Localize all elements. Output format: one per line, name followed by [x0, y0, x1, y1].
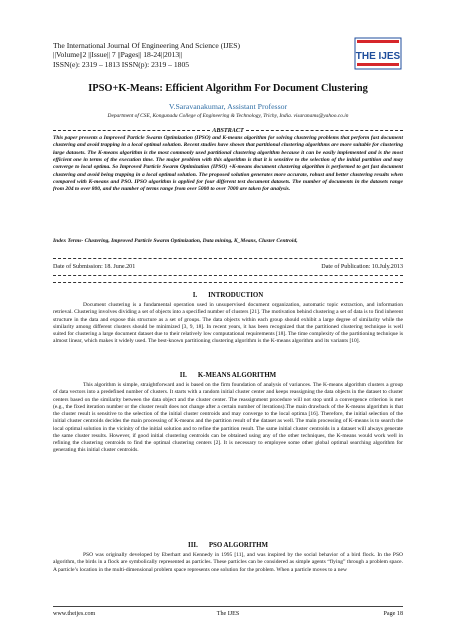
- divider: [53, 275, 403, 276]
- divider: [246, 130, 403, 131]
- section-paragraph: This algorithm is simple, straightforward and is based on the firm foundation of analysis of variances. The K-means algorithm clusters a group of data vectors into a predefined number of clusters. It starts with a random initial cluster center and keeps reassigning the data objects in the dataset to cluster centers based on the similarity between the data object and the cluster center. The reassignment procedure will not stop until a convergence criterion is met (e.g., the fixed iteration number or the cluster result does not change after a certain number of iterations).The main drawback of the K-means algorithm is that the cluster result is sensitive to the selection of the initial cluster centroids and may converge to the local optima [16]. Therefore, the initial selection of the initial cluster centroids decides the main processing of K-means and the partition result of the dataset as well. The main processing of K-means is to search the local optimal solution in the vicinity of the initial solution and to refine the partition result. The same initial cluster centroids in a dataset will always generate the same cluster results. However, if good initial clustering centroids can be obtained using any of the other techniques, the K-means would work well in refining the clustering centroids to find the optimal clustering centers [2]. It is necessary to employee some other global optimal searching algorithm for generating this initial cluster centroids.: [53, 382, 403, 454]
- section-title: PSO ALGORITHM: [208, 542, 268, 549]
- section-number: III.: [188, 542, 198, 549]
- keywords: Index Terms- Clustering, Improved Particle Swarm Optimization, Data mining, K_Means, Cluster Centroid,: [53, 238, 298, 244]
- section-title: INTRODUCTION: [208, 292, 264, 299]
- abstract-heading: [53, 127, 403, 135]
- section-paragraph: Document clustering is a fundamental operation used in unsupervised document organization, automatic topic extraction, and information retrieval. Clustering involves dividing a set of objects into a specified number of clusters [21]. The motivation behind clustering a set of data is to find inherent structure in the data and expose this structure as a set of groups. The data objects within each group should exhibit a large degree of similarity while the similarity among different clusters should be minimized [3, 9, 18]. In recent years, it has been recognized that the partitioned clustering technique is well suited for clustering a large document dataset due to their relatively low computational requirements [18]. The time complexity of the partitioning technique is almost linear, which makes it widely used. The best-known partitioning clustering algorithm is the K-means algorithm and its variants [10].: [53, 302, 403, 345]
- divider: [53, 130, 210, 131]
- section-heading: [53, 542, 403, 549]
- journal-volume: ||Volume||2 ||Issue|| 7 ||Pages|| 18-24||2013||: [53, 50, 183, 60]
- section-title: K-MEANS ALGORITHM: [197, 372, 277, 379]
- abstract-text: This paper presents a Improved Particle Swarm Optimization (IPSO) and K-means algorithm for solving clustering problems that perform fast document clustering and avoid trapping in a local optimal solution. Recent studies have shown that partitional clustering algorithms are more suitable for clustering large datasets. The K-means algorithm is the most commonly used partitional clustering algorithm because it can be easily implemented and is the most efficient one in terms of the execution time. The major problem with this algorithm is that it is sensitive to the selection of the initial partition and may converge to local optima. So Improved Particle Swarm Optimization (IPSO) +K-means document clustering algorithm is performed to get fast document clustering and avoid being trapping in a local optimal solution. The proposed solution generates more accurate, robust and better clustering results when compared with K-means and PSO. IPSO algorithm is applied for four different test document datasets. The number of documents in the datasets range from 204 to over 800, and the number of terms range from over 5000 to over 7000 are taken for analysis.: [53, 135, 403, 193]
- section-heading: [53, 292, 403, 299]
- page-footer: [53, 606, 403, 617]
- date-submission: Date of Submission: 18. June.201: [53, 264, 136, 270]
- date-publication: Date of Publication: 10.July.2013: [321, 264, 403, 270]
- divider: [53, 258, 403, 259]
- paper-affiliation: Department of CSE, Kongunadu College of Engineering & Technology, Trichy, India. visaranams@yahoo.co.in: [107, 113, 349, 119]
- paper-title: IPSO+K-Means: Efficient Algorithm For Document Clustering: [88, 83, 368, 94]
- section-number: I.: [192, 292, 198, 299]
- divider: [53, 282, 403, 283]
- footer-website: www.theijes.com: [53, 611, 96, 617]
- footer-journal: The IJES: [216, 611, 240, 617]
- footer-page-number: Page 18: [383, 611, 403, 617]
- journal-issn: ISSN(e): 2319 – 1813 ISSN(p): 2319 – 1805: [53, 59, 190, 69]
- journal-logo: [354, 37, 402, 70]
- journal-name: The International Journal Of Engineering And Science (IJES): [53, 41, 241, 50]
- journal-header: [53, 41, 343, 69]
- paper-author: V.Saravanakumar, Assistant Professor: [168, 102, 288, 111]
- section-heading: [53, 372, 403, 379]
- abstract-label: ABSTRACT: [212, 127, 244, 134]
- svg-text:THE IJES: THE IJES: [355, 51, 401, 62]
- section-paragraph: PSO was originally developed by Eberhart and Kennedy in 1995 [11], and was inspired by the social behavior of a bird flock. In the PSO algorithm, the birds in a flock are symbolically represented as particles. These particles can be considered as simple agents “flying” through a problem space. A particle’s location in the multi-dimensional problem space represents one solution for the problem. When a particle moves to a new: [53, 552, 403, 573]
- section-number: II.: [179, 372, 187, 379]
